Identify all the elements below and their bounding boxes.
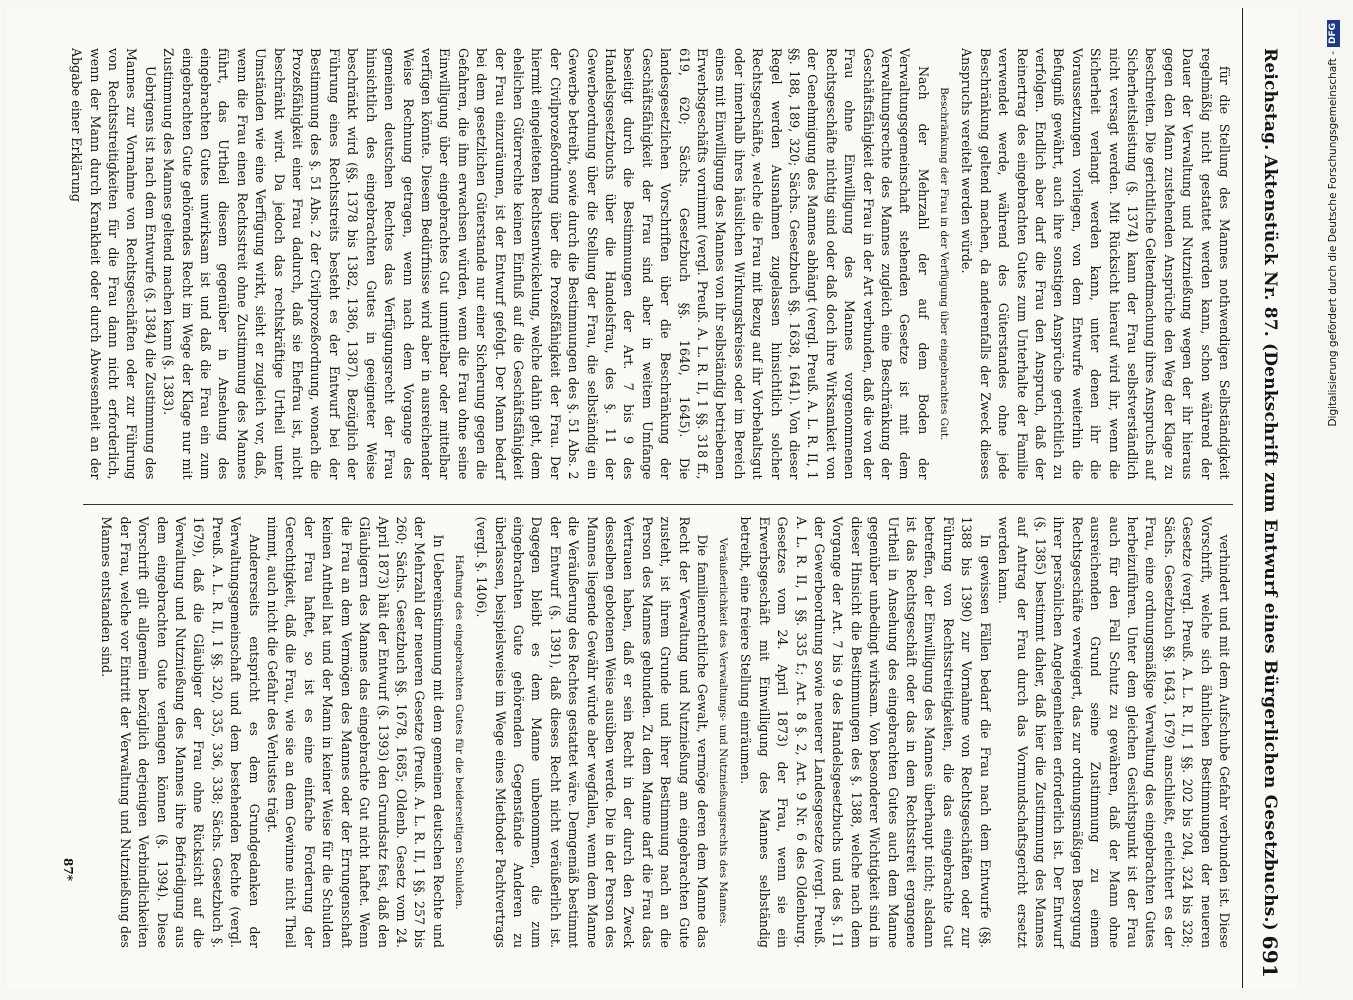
paragraph: In gewissen Fällen bedarf die Frau nach dem Entwurfe (§§. 1388 bis 1390) zur Vornahme von Rechtsgeschäften oder zur Führung von Rechtsstreitigkeiten, die das eingebrachte Gut betreffen, der Einwilligung des Mannes überhaupt nicht; alsdann ist das Rechtsgeschäft oder das in dem Rechtsstreit ergangene Urtheil in Ansehung des eingebrachten Gutes auch dem Manne gegenüber unbedingt wirksam. Von besonderer Wichtigkeit sind in dieser Hinsicht die Bestimmungen des §. 1388, welche nach dem Vorgange der Art. 7 bis 9 des Handelsgesetzbuchs und des §. 11 der Gewerbeordnung sowie neuerer Landesgesetze (vergl. Preuß. A. L. R. II, 1 §§. 335 f.; Art. 8 §. 2, Art. 9 Nr. 6 des Oldenburg. Gesetzes vom 24. April 1873) der Frau, wenn sie ein Erwerbsgeschäft mit Einwilligung des Mannes selbständig betreibt, eine freiere Stellung einräumen.	[738, 516, 993, 948]
paragraph: verhindert und mit dem Aufschube Gefahr verbunden ist. Diese Vorschrift, welche sich ähnlichen Bestimmungen der neueren Gesetze (vergl. Preuß. A. L. R. II, 1 §§. 202 bis 204, 324 bis 328; Sächs. Gesetzbuch §§. 1643, 1679) anschließt, erleichtert es der Frau, eine ordnungsmäßige Verwaltung des eingebrachten Gutes herbeizuführen. Unter dem gleichen Gesichtspunkt ist der Frau auch für den Fall Schutz zu gewähren, daß der Mann ohne ausreichenden Grund seine Zustimmung zu einem Rechtsgeschäfte verweigert, das zur ordnungsmäßigen Besorgung ihrer persönlichen Angelegenheiten erforderlich ist. Der Entwurf (§. 1385) bestimmt daher, daß hier die Zustimmung des Mannes auf Antrag der Frau durch das Vormundschaftsgericht ersetzt werden kann.	[996, 516, 1232, 948]
section-subhead: Veräußerlichkeit des Verwaltungs- und Nutznießungsrechts des Mannes.	[717, 537, 730, 927]
paragraph: Uebrigens ist nach dem Entwurfe (§. 1384) die Zustimmung des Mannes zur Vornahme von Rechtsgeschäften oder zur Führung von Rechtsstreitigkeiten für die Frau dann nicht erforderlich, wenn der Mann durch Krankheit oder durch Abwesenheit an der Abgabe einer Erklärung	[69, 48, 158, 480]
digitization-text: Digitalisierung gefördert durch die Deutsche Forschungsgemeinschaft -	[1327, 51, 1339, 427]
header-title: Aktenstück Nr. 87. (Denkschrift zum Entwurf eines Bürgerlichen Gesetzbuchs.)	[1260, 155, 1280, 931]
text-columns	[69, 48, 1233, 948]
column-left	[69, 48, 1233, 480]
paragraph: für die Stellung des Mannes nothwendigen Selbständigkeit regelmäßig nicht gestattet werden kann, schon während der Dauer der Verwaltung und Nutznießung wegen der ihr hieraus gegen den Mann zustehenden Ansprüche den Weg der Klage zu beschreiten. Die gerichtliche Geltendmachung ihres Anspruchs auf Sicherheitsleistung (§. 1374) kann der Frau selbstverständlich nicht versagt werden. Mit Rücksicht hierauf wird ihr, wenn die Sicherheit verlangt werden kann, unter denen ihr die Voraussetzungen vorliegen, von dem Entwurfe weiterhin die Befugniß gewährt, auch ihre sonstigen Ansprüche gerichtlich zu verfolgen. Endlich aber darf die Frau den Anspruch, daß der Reinertrag des eingebrachten Gutes zum Unterhalte der Familie verwendet werde, während des Güterstandes ohne jede Beschränkung geltend machen, da anderenfalls der Zweck dieses Anspruchs vereitelt werden würde.	[959, 48, 1232, 480]
signature-mark: 87*	[61, 858, 75, 881]
paragraph: Andererseits entspricht es dem Grundgedanken der Verwaltungsgemeinschaft und dem bestehenden Rechte (vergl. Preuß. A. L. R. II, 1 §§. 320, 335, 336, 338; Sächs. Gesetzbuch §. 1679), daß die Gläubiger der Frau ohne Rücksicht auf die Verwaltung und Nutznießung des Mannes ihre Befriedigung aus dem eingebrachten Gute verlangen können (§. 1394). Diese Vorschrift gilt allgemein bezüglich derjenigen Verbindlichkeiten der Frau, welche vor Eintritt der Verwaltung und Nutznießung des Mannes entstanden sind.	[99, 516, 262, 948]
digitization-note	[1321, 20, 1345, 960]
scanned-page	[7, 8, 1297, 988]
running-head	[1242, 8, 1297, 988]
section-subhead: Beschränkung der Frau in der Verfügung über eingebrachtes Gut.	[937, 87, 950, 441]
dfg-logo: DFG	[1327, 20, 1340, 47]
paragraph: Die familienrechtliche Gewalt, vermöge deren dem Manne das Recht der Verwaltung und Nutznießung am eingebrachten Gute zusteht, ist ihrem Grunde und ihrer Bestimmung nach an die Person des Mannes gebunden. Zu dem Manne darf die Frau das Vertrauen haben, daß er sein Recht in der durch den Zweck desselben gebotenen Weise ausüben werde. Die in der Person des Mannes liegende Gewähr würde aber wegfallen, wenn dem Manne die Veräußerung des Rechtes gestattet wäre. Demgemäß bestimmt der Entwurf (§. 1391), daß dieses Recht nicht veräußerlich ist. Dagegen bleibt es dem Manne unbenommen, die zum eingebrachten Gute gehörenden Gegenstände Anderen zu überlassen, beispielsweise im Wege eines Miethoder Pachtvertrags (vergl. §. 1406).	[474, 516, 711, 948]
page-number: 691	[1258, 935, 1282, 978]
section-subhead: Haftung des eingebrachten Gutes für die beiderseitigen Schulden.	[452, 554, 465, 910]
header-left: Reichstag.	[1260, 48, 1280, 151]
paragraph: Nach der Mehrzahl der auf dem Boden der Verwaltungsgemeinschaft stehenden Gesetze ist mit dem Verwaltungsrechte des Mannes zugleich eine Beschränkung der Geschäftsfähigkeit der Frau in der Art verbunden, daß die von der Frau ohne Einwilligung des Mannes vorgenommenen Rechtsgeschäfte nichtig sind oder daß doch ihre Wirksamkeit von der Genehmigung des Mannes abhängt (vergl. Preuß. A. L. R. II, 1 §§. 188, 189, 320; Sächs. Gesetzbuch §§. 1638, 1641). Von dieser Regel werden Ausnahmen zugelassen hinsichtlich solcher Rechtsgeschäfte, welche die Frau mit Bezug auf ihr Vorbehaltsgut oder innerhalb ihres häuslichen Wirkungskreises oder im Bereich eines mit Einwilligung des Mannes von ihr selbständig betriebenen Erwerbsgeschäfts vornimmt (vergl. Preuß. A. L. R. II, 1 §§. 318 ff., 619, 620; Sächs. Gesetzbuch §§. 1640, 1645). Die landesgesetzlichen Vorschriften über die Beschränkung der Geschäftsfähigkeit der Frau sind aber in weitem Umfange beseitigt durch die Bestimmungen der Art. 7 bis 9 des Handelsgesetzbuchs über die Handelsfrau, des §. 11 der Gewerbeordnung über die Stellung der Frau, die selbständig ein Gewerbe betreibt, sowie durch die Bestimmungen des §. 51 Abs. 2 der Civilprozeßordnung über die Prozeßfähigkeit der Frau. Der hiermit eingeleiteten Rechtsentwickelung, welche dahin geht, dem ehelichen Güterrechte keinen Einfluß auf die Geschäftsfähigkeit der Frau einzuräumen, ist der Entwurf gefolgt. Der Mann bedarf bei dem gesetzlichen Güterstande nur einer Sicherung gegen die Gefahren, die ihm erwachsen würden, wenn die Frau ohne seine Einwilligung über eingebrachtes Gut unmittelbar oder mittelbar verfügen könnte. Diesem Bedürfnisse wird aber in ausreichender Weise Rechnung getragen, wenn nach dem Vorgange des gemeinen deutschen Rechtes das Verfügungsrecht der Frau hinsichtlich des eingebrachten Gutes in geeigneter Weise beschränkt wird (§§. 1378 bis 1382, 1386, 1387). Bezüglich der Führung eines Rechtsstreits besteht es der Entwurf bei der Bestimmung des §. 51 Abs. 2 der Civilprozeßordnung, wonach die Prozeßfähigkeit einer Frau dadurch, daß sie Ehefrau ist, nicht beschränkt wird. Da jedoch das rechtskräftige Urtheil unter Umständen wie eine Verfügung wirkt, sieht er zugleich vor, daß, wenn die Frau einen Rechtsstreit ohne Zustimmung des Mannes führt, das Urtheil diesem gegenüber in Ansehung des eingebrachten Gutes unwirksam ist und daß die Frau ein zum eingebrachten Gute gehörendes Recht im Wege der Klage nur mit Zustimmung des Mannes geltend machen kann (§. 1383).	[161, 48, 931, 480]
paragraph: In Uebereinstimmung mit dem gemeinen deutschen Rechte und der Mehrzahl der neueren Gesetze (Preuß. A. L. R. II, 1 §§. 257 bis 260; Sächs. Gesetzbuch §§. 1678, 1685; Oldenb. Gesetz vom 24. April 1873) hält der Entwurf (§. 1393) den Grundsatz fest, daß den Gläubigern des Mannes das eingebrachte Gut nicht haftet. Wenn die Frau an dem Vermögen des Mannes oder der Errungenschaft keinen Antheil hat und der Mann in keiner Weise für die Schulden der Frau haftet, so ist es eine einfache Forderung der Gerechtigkeit, daß die Frau, wie sie an dem Gewinne nicht Theil nimmt, auch nicht die Gefahr des Verlustes trägt.	[265, 516, 446, 948]
column-right	[83, 504, 1233, 949]
